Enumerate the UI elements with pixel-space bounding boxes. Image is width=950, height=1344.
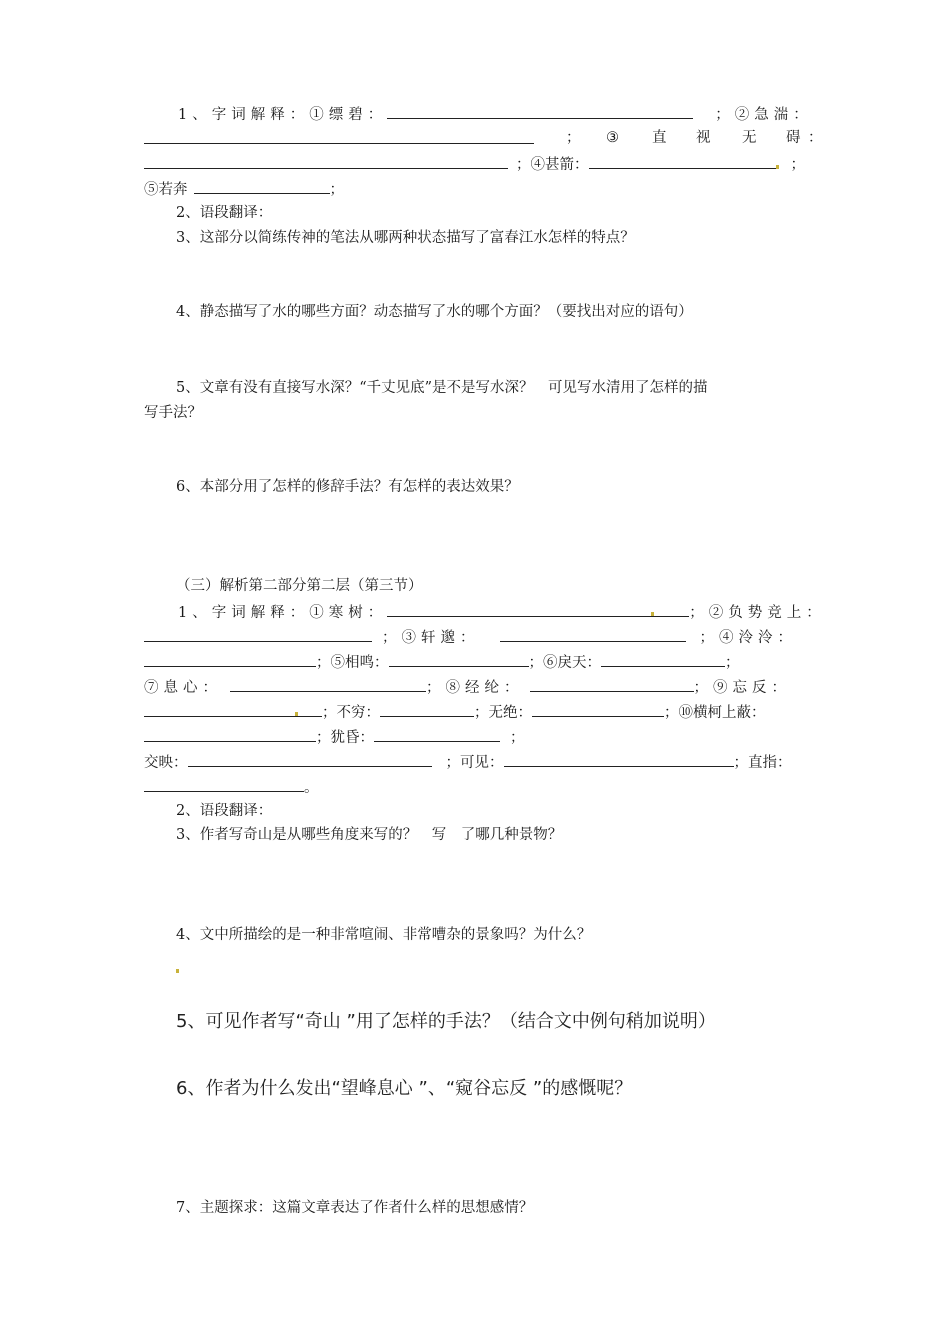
- p2-q1-line4: [144, 179, 344, 199]
- p3-q1-line1: [178, 602, 826, 622]
- p2-q6: 6、本部分用了怎样的修辞手法？有怎样的表达效果？: [176, 479, 519, 495]
- answer-blank[interactable]: [387, 104, 693, 119]
- p3-q5: 5、可见作者写“奇山 ”用了怎样的手法？（结合文中例句稍加说明）: [176, 1011, 716, 1032]
- answer-blank[interactable]: [188, 752, 432, 767]
- p3-q1-term-bq: ；不穷：: [322, 705, 380, 721]
- term-char: 视: [696, 130, 711, 146]
- answer-blank[interactable]: [500, 627, 686, 642]
- separator: ；: [790, 157, 805, 173]
- p3-q1-term-2: ；②负势竞上：: [689, 605, 826, 621]
- answer-blank[interactable]: [380, 702, 474, 717]
- stray-mark: [651, 612, 654, 616]
- answer-blank[interactable]: [530, 677, 694, 692]
- separator: 。: [304, 780, 319, 796]
- answer-blank[interactable]: [144, 777, 304, 792]
- p3-q1-term-zz: ；直指：: [733, 755, 792, 771]
- p3-q1-term-wj: ；无绝：: [474, 705, 532, 721]
- p3-q3: 3、作者写奇山是从哪些角度来写的？ 写 了哪几种景物？: [176, 827, 563, 843]
- stray-mark: [176, 969, 179, 973]
- term-char: 直: [652, 130, 667, 146]
- p3-q2: 2、语段翻译：: [176, 803, 273, 819]
- separator: ；: [329, 182, 344, 198]
- p2-q1-term-5: ⑤若奔: [144, 182, 188, 198]
- p3-q1-term-10: ；⑩横柯上蔽：: [664, 705, 766, 721]
- separator: ；: [510, 730, 525, 746]
- p2-q1-line3: [144, 154, 805, 174]
- p3-q1-line4: [144, 677, 791, 697]
- answer-blank[interactable]: [504, 752, 734, 767]
- p3-q1-term-1: 1、字词解释：①寒树：: [178, 605, 388, 621]
- p2-q1-line2: [144, 129, 823, 149]
- p3-q1-term-kj: ；可见：: [445, 755, 504, 771]
- p2-q2: 2、语段翻译：: [176, 205, 273, 221]
- answer-blank[interactable]: [194, 179, 330, 194]
- answer-blank[interactable]: [387, 602, 689, 617]
- p3-q1-term-9: ；⑨忘反：: [693, 680, 791, 696]
- term-char: 碍: [786, 130, 801, 146]
- answer-blank[interactable]: [144, 727, 316, 742]
- p3-q1-line8: [144, 777, 319, 797]
- answer-blank[interactable]: [144, 652, 316, 667]
- p2-q1-term-4: ；④甚箭：: [516, 157, 589, 173]
- section-heading: （三）解析第二部分第二层（第三节）: [176, 578, 423, 594]
- answer-blank[interactable]: [601, 652, 725, 667]
- p3-q1-line5: [144, 702, 766, 722]
- p3-q1-term-3: ；③轩邈：: [382, 630, 480, 646]
- p3-q1-term-7: ⑦息心：: [144, 680, 222, 696]
- p3-q4: 4、文中所描绘的是一种非常喧闹、非常嘈杂的景象吗？为什么？: [176, 927, 592, 943]
- separator: ；: [566, 130, 581, 146]
- p2-q1-line1: [178, 104, 813, 124]
- answer-blank[interactable]: [589, 154, 779, 169]
- p3-q1-line3: [144, 652, 740, 672]
- p2-q5-line1: 5、文章有没有直接写水深？“千丈见底”是不是写水深？ 可见写水清用了怎样的描: [176, 380, 708, 396]
- p3-q7: 7、主题探求：这篇文章表达了作者什么样的思想感情？: [176, 1200, 534, 1216]
- answer-blank[interactable]: [374, 727, 500, 742]
- answer-blank[interactable]: [144, 627, 372, 642]
- p3-q1-line7: [144, 752, 792, 772]
- answer-blank[interactable]: [389, 652, 529, 667]
- p3-q6: 6、作者为什么发出“望峰息心 ”、“窥谷忘反 ”的感慨呢？: [176, 1078, 633, 1099]
- p2-q4: 4、静态描写了水的哪些方面？动态描写了水的哪个方面？（要找出对应的语句）: [176, 304, 693, 320]
- stray-mark: [776, 165, 779, 169]
- p3-q1-line2: [144, 627, 797, 647]
- term-char: 无: [742, 130, 757, 146]
- term-number: ③: [606, 130, 619, 146]
- p3-q1-term-jy: 交映：: [144, 755, 188, 771]
- p3-q1-term-4: ；④泠泠：: [699, 630, 797, 646]
- p3-q1-term-8: ；⑧经纶：: [426, 680, 524, 696]
- answer-blank[interactable]: [144, 129, 534, 144]
- p2-q1-term-1: 1、字词解释：①缥碧：: [178, 107, 388, 123]
- separator: ：: [808, 130, 823, 146]
- answer-blank[interactable]: [532, 702, 664, 717]
- answer-blank[interactable]: [144, 154, 508, 169]
- p2-q1-term-2: ；②急湍：: [715, 107, 813, 123]
- p3-q1-term-yh: ；犹昏：: [316, 730, 374, 746]
- p3-q1-term-5: ；⑤相鸣：: [316, 655, 389, 671]
- answer-blank[interactable]: [230, 677, 426, 692]
- p3-q1-line6: [144, 727, 525, 747]
- p2-q5-line2: 写手法？: [144, 405, 202, 421]
- p3-q1-term-6: ；⑥戾天：: [528, 655, 601, 671]
- stray-mark: [295, 712, 298, 716]
- separator: ；: [725, 655, 740, 671]
- p2-q3: 3、这部分以简练传神的笔法从哪两种状态描写了富春江水怎样的特点？: [176, 230, 635, 246]
